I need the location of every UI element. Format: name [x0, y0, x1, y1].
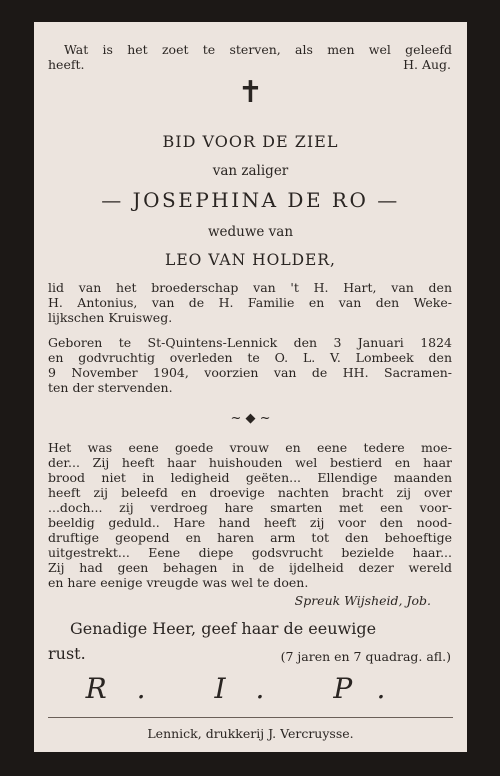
birth-death-line: en godvruchtig overleden te O. L. V. Lombeek den — [48, 350, 452, 365]
heading: BID VOOR DE ZIEL — [162, 132, 339, 151]
indulgence-note: (7 jaren en 7 quadrag. afl.) — [280, 649, 451, 664]
footer-divider — [48, 717, 453, 718]
birth-death-block — [48, 335, 452, 395]
ornament-divider: ~ ◆ ~ — [230, 411, 271, 426]
membership-line: lid van het broederschap van 't H. Hart, van den — [48, 280, 452, 295]
eulogy-line: druftige geopend en haren arm tot den behoeftige — [48, 530, 452, 545]
prayer-line-2: rust. — [48, 644, 86, 663]
subheading: van zaliger — [212, 163, 289, 179]
prayer-line-1: Genadige Heer, geef haar de eeuwige — [70, 619, 377, 638]
eulogy-line: uitgestrekt... Eene diepe godsvrucht bezielde haar... — [48, 545, 452, 560]
eulogy-line: der... Zij heeft haar huishouden wel bestierd en haar — [48, 455, 452, 470]
printer-credit: Lennick, drukkerij J. Vercruysse. — [147, 726, 354, 741]
rip-monogram: R. I. P. — [85, 672, 416, 705]
deceased-name: — JOSEPHINA DE RO — — [101, 188, 400, 212]
birth-death-line: Geboren te St-Quintens-Lennick den 3 Januari 1824 — [48, 335, 452, 350]
cross-icon: ✝ — [237, 75, 264, 110]
birth-death-line: ten der stervenden. — [48, 380, 173, 395]
eulogy-line: heeft zij beleefd en droevige nachten bracht zij over — [48, 485, 452, 500]
widow-of: weduwe van — [207, 224, 294, 240]
eulogy-line: Zij had geen behagen in de ijdelheid dezer wereld — [48, 560, 452, 575]
membership-line: lijkschen Kruisweg. — [48, 310, 173, 325]
birth-death-line: 9 November 1904, voorzien van de HH. Sacramen- — [48, 365, 452, 380]
epigraph-line-1: Wat is het zoet te sterven, als men wel geleefd — [64, 42, 452, 57]
epigraph-line-2: heeft. — [48, 57, 85, 72]
membership-line: H. Antonius, van de H. Familie en van den Weke- — [48, 295, 452, 310]
husband-name: LEO VAN HOLDER, — [165, 251, 336, 269]
memorial-card — [34, 22, 467, 752]
eulogy-line: ...doch... zij verdroeg hare smarten met een voor- — [48, 500, 452, 515]
epigraph-attribution: H. Aug. — [403, 57, 451, 72]
eulogy-line: en hare eenige vreugde was wel te doen. — [48, 575, 309, 590]
membership-block — [48, 280, 452, 325]
eulogy-source: Spreuk Wijsheid, Job. — [294, 593, 431, 608]
eulogy-line: Het was eene goede vrouw en eene tedere moe- — [48, 440, 452, 455]
eulogy-line: beeldig geduld.. Hare hand heeft zij voor den nood- — [48, 515, 452, 530]
eulogy-line: brood niet in ledigheid geëten... Ellendige maanden — [48, 470, 452, 485]
eulogy-block — [48, 440, 452, 590]
